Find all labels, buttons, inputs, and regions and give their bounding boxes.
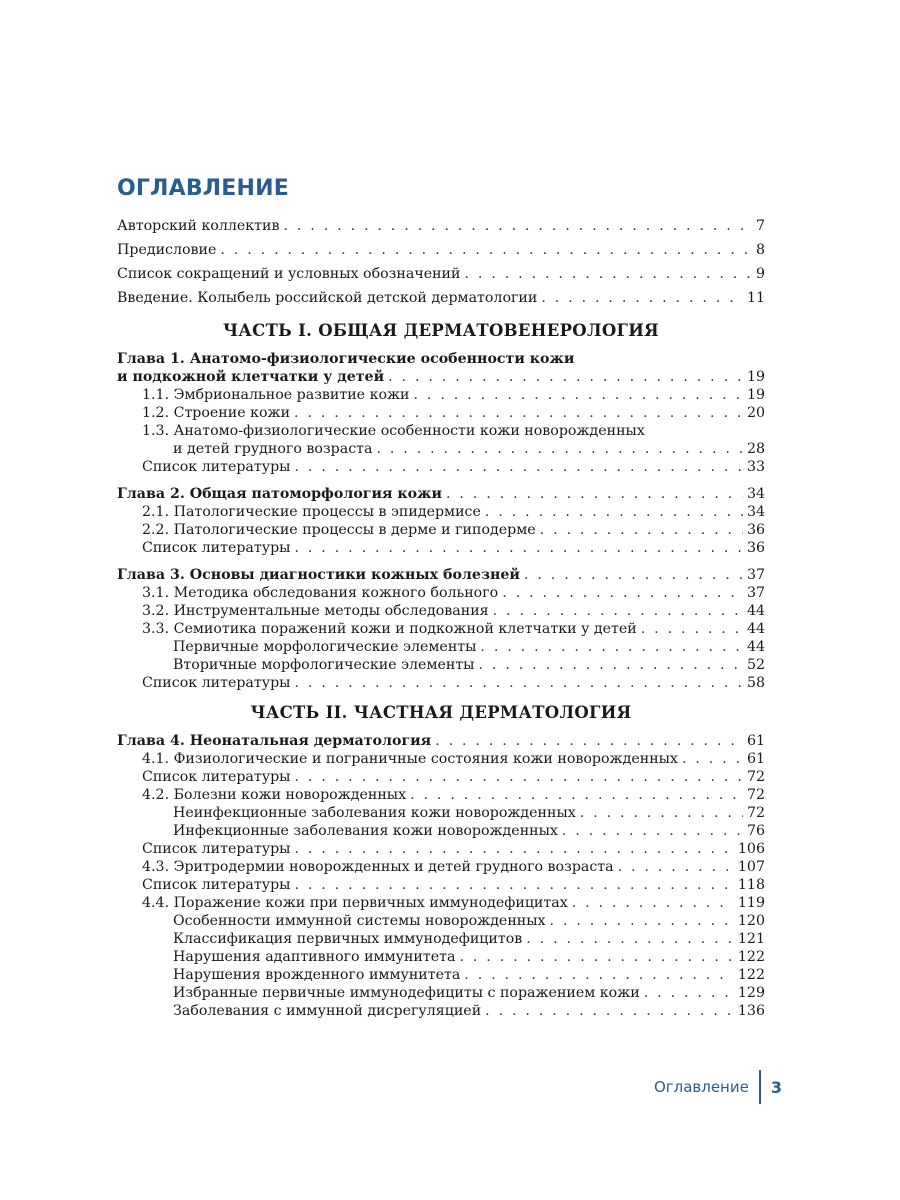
dot-leader <box>435 732 743 750</box>
toc-entry-title-line: 1.3. Анатомо-физиологические особенности кожи новорожденных <box>142 423 645 439</box>
toc-entry-title: Список литературы <box>142 675 291 691</box>
toc-entry-title: 4.4. Поражение кожи при первичных иммунодефицитах <box>142 895 568 911</box>
running-footer <box>654 1070 782 1104</box>
toc-page-number: 34 <box>746 486 765 502</box>
toc-entry[interactable] <box>117 404 765 422</box>
toc-entry[interactable] <box>117 858 765 876</box>
toc-page-number: 44 <box>746 621 765 637</box>
toc-entry-title: 4.3. Эритродермии новорожденных и детей грудного возраста <box>142 859 614 875</box>
toc-entry-title: Глава 2. Общая патоморфология кожи <box>117 486 442 502</box>
toc-entry[interactable] <box>117 620 765 638</box>
toc-entry[interactable] <box>117 966 765 984</box>
dot-leader <box>618 858 734 876</box>
part-heading: ЧАСТЬ II. ЧАСТНАЯ ДЕРМАТОЛОГИЯ <box>250 703 632 722</box>
toc-entry[interactable] <box>117 286 765 310</box>
toc-entry-title: и детей грудного возраста <box>173 441 373 457</box>
toc-entry[interactable] <box>117 656 765 674</box>
toc-entry[interactable] <box>117 262 765 286</box>
page-title: ОГЛАВЛЕНИЕ <box>117 176 289 201</box>
toc-entry-title: Вторичные морфологические элементы <box>173 657 475 673</box>
chapter-title-line: Глава 1. Анатомо-физиологические особенности кожи <box>117 351 575 367</box>
toc-entry-title: 2.2. Патологические процессы в дерме и гиподерме <box>142 522 536 538</box>
footer-section-label: Оглавление <box>653 1078 749 1096</box>
dot-leader <box>294 404 743 422</box>
toc-entry-title: 3.1. Методика обследования кожного больного <box>142 585 499 601</box>
toc-page-number: 121 <box>737 931 765 947</box>
toc-page-number: 61 <box>746 733 765 749</box>
page-number: 3 <box>770 1077 782 1097</box>
dot-leader <box>524 566 743 584</box>
toc-entry[interactable] <box>117 602 765 620</box>
toc-page-number: 36 <box>746 540 765 556</box>
toc-entry-title: Авторский коллектив <box>117 218 280 234</box>
toc-entry-title: Список литературы <box>142 769 291 785</box>
toc-entry-title: Предисловие <box>117 242 217 258</box>
toc-page-number: 34 <box>746 504 765 520</box>
toc-page-number: 72 <box>746 805 765 821</box>
toc-entry-title: Инфекционные заболевания кожи новорожденных <box>173 823 558 839</box>
toc-entry-title: 3.3. Семиотика поражений кожи и подкожной клетчатки у детей <box>142 621 637 637</box>
dot-leader <box>376 440 742 458</box>
dot-leader <box>294 458 742 476</box>
dot-leader <box>682 750 743 768</box>
toc-page-number: 120 <box>737 913 765 929</box>
dot-leader <box>641 620 743 638</box>
dot-leader <box>580 804 743 822</box>
toc-entry-title: Глава 3. Основы диагностики кожных болезней <box>117 567 520 583</box>
table-of-contents <box>117 214 765 1020</box>
toc-entry[interactable] <box>117 948 765 966</box>
dot-leader <box>388 368 743 386</box>
part-heading: ЧАСТЬ I. ОБЩАЯ ДЕРМАТОВЕНЕРОЛОГИЯ <box>223 321 659 340</box>
toc-page-number: 107 <box>737 859 765 875</box>
toc-entry-title: Список сокращений и условных обозначений <box>117 266 461 282</box>
toc-page-number: 44 <box>746 639 765 655</box>
toc-page-number: 19 <box>746 369 765 385</box>
toc-page-number: 9 <box>755 266 765 282</box>
toc-page-number: 106 <box>737 841 765 857</box>
toc-entry-title: Первичные морфологические элементы <box>173 639 477 655</box>
toc-page-number: 8 <box>755 242 765 258</box>
dot-leader <box>572 894 734 912</box>
toc-page-number: 122 <box>737 967 765 983</box>
dot-leader <box>294 876 733 894</box>
toc-page-number: 44 <box>746 603 765 619</box>
toc-entry[interactable] <box>117 1002 765 1020</box>
toc-entry-title: 1.2. Строение кожи <box>142 405 291 421</box>
toc-entry[interactable] <box>117 876 765 894</box>
dot-leader <box>485 1002 734 1020</box>
toc-entry[interactable] <box>117 674 765 692</box>
dot-leader <box>485 503 743 521</box>
dot-leader <box>294 840 733 858</box>
toc-entry[interactable] <box>117 638 765 656</box>
toc-page-number: 119 <box>737 895 765 911</box>
dot-leader <box>540 521 743 539</box>
toc-page-number: 58 <box>746 675 765 691</box>
toc-entry-title: Список литературы <box>142 877 291 893</box>
dot-leader <box>644 984 734 1002</box>
toc-entry-title: Нарушения врожденного иммунитета <box>173 967 461 983</box>
toc-page-number: 52 <box>746 657 765 673</box>
toc-page-number: 36 <box>746 522 765 538</box>
dot-leader <box>220 238 752 262</box>
footer-divider <box>759 1070 761 1104</box>
toc-page-number: 122 <box>737 949 765 965</box>
toc-page-number: 136 <box>737 1003 765 1019</box>
toc-entry-title: и подкожной клетчатки у детей <box>117 369 385 385</box>
toc-entry[interactable] <box>117 894 765 912</box>
toc-entry[interactable] <box>117 786 765 804</box>
toc-entry[interactable] <box>117 804 765 822</box>
toc-page-number: 129 <box>737 985 765 1001</box>
dot-leader <box>464 966 734 984</box>
toc-page-number: 19 <box>746 387 765 403</box>
toc-entry[interactable] <box>117 238 765 262</box>
toc-page-number: 72 <box>746 787 765 803</box>
toc-page-number: 7 <box>755 218 765 234</box>
dot-leader <box>562 822 743 840</box>
toc-page-number: 37 <box>746 585 765 601</box>
toc-entry[interactable] <box>117 912 765 930</box>
toc-entry[interactable] <box>117 214 765 238</box>
toc-entry[interactable] <box>117 584 765 602</box>
toc-entry-title: Список литературы <box>142 841 291 857</box>
toc-entry[interactable] <box>117 750 765 768</box>
toc-entry-title: Глава 4. Неонатальная дерматология <box>117 733 432 749</box>
dot-leader <box>550 912 734 930</box>
dot-leader <box>294 768 742 786</box>
dot-leader <box>414 386 743 404</box>
toc-entry[interactable] <box>117 768 765 786</box>
toc-entry[interactable] <box>117 521 765 539</box>
toc-entry-title: 3.2. Инструментальные методы обследования <box>142 603 489 619</box>
dot-leader <box>294 674 742 692</box>
dot-leader <box>446 485 743 503</box>
dot-leader <box>541 286 743 310</box>
dot-leader <box>493 602 743 620</box>
toc-chapter[interactable] <box>117 485 765 503</box>
toc-page-number: 72 <box>746 769 765 785</box>
toc-entry[interactable] <box>117 984 765 1002</box>
toc-entry-title: 2.1. Патологические процессы в эпидермисе <box>142 504 481 520</box>
toc-page-number: 28 <box>746 441 765 457</box>
toc-entry-title: Нарушения адаптивного иммунитета <box>173 949 456 965</box>
toc-page-number: 76 <box>746 823 765 839</box>
toc-entry-title: Список литературы <box>142 459 291 475</box>
toc-entry-title: Особенности иммунной системы новорожденных <box>173 913 546 929</box>
toc-chapter[interactable] <box>117 566 765 584</box>
toc-entry-title: Избранные первичные иммунодефициты с поражением кожи <box>173 985 640 1001</box>
dot-leader <box>459 948 733 966</box>
dot-leader <box>502 584 743 602</box>
toc-chapter[interactable] <box>117 368 765 386</box>
toc-entry-title: 1.1. Эмбриональное развитие кожи <box>142 387 410 403</box>
dot-leader <box>480 638 743 656</box>
dot-leader <box>478 656 742 674</box>
toc-entry[interactable] <box>117 539 765 557</box>
dot-leader <box>410 786 743 804</box>
dot-leader <box>526 930 734 948</box>
toc-entry[interactable] <box>117 930 765 948</box>
toc-entry[interactable] <box>117 840 765 858</box>
toc-page-number: 33 <box>746 459 765 475</box>
toc-entry-title: 4.1. Физиологические и пограничные состояния кожи новорожденных <box>142 751 678 767</box>
toc-chapter[interactable] <box>117 732 765 750</box>
toc-page-number: 61 <box>746 751 765 767</box>
toc-entry-title: Введение. Колыбель российской детской дерматологии <box>117 290 538 306</box>
toc-page-number: 20 <box>746 405 765 421</box>
toc-page-number: 11 <box>746 290 765 306</box>
toc-entry[interactable] <box>117 440 765 458</box>
toc-entry-title: Классификация первичных иммунодефицитов <box>173 931 523 947</box>
toc-entry-title: Список литературы <box>142 540 291 556</box>
toc-entry-title: Заболевания с иммунной дисрегуляцией <box>173 1003 482 1019</box>
toc-entry[interactable] <box>117 822 765 840</box>
toc-page-number: 37 <box>746 567 765 583</box>
toc-entry[interactable] <box>117 386 765 404</box>
dot-leader <box>283 214 752 238</box>
toc-page-number: 118 <box>737 877 765 893</box>
dot-leader <box>294 539 742 557</box>
toc-entry[interactable] <box>117 458 765 476</box>
dot-leader <box>464 262 751 286</box>
toc-entry-title: Неинфекционные заболевания кожи новорожденных <box>173 805 576 821</box>
toc-entry[interactable] <box>117 503 765 521</box>
toc-entry-title: 4.2. Болезни кожи новорожденных <box>142 787 407 803</box>
